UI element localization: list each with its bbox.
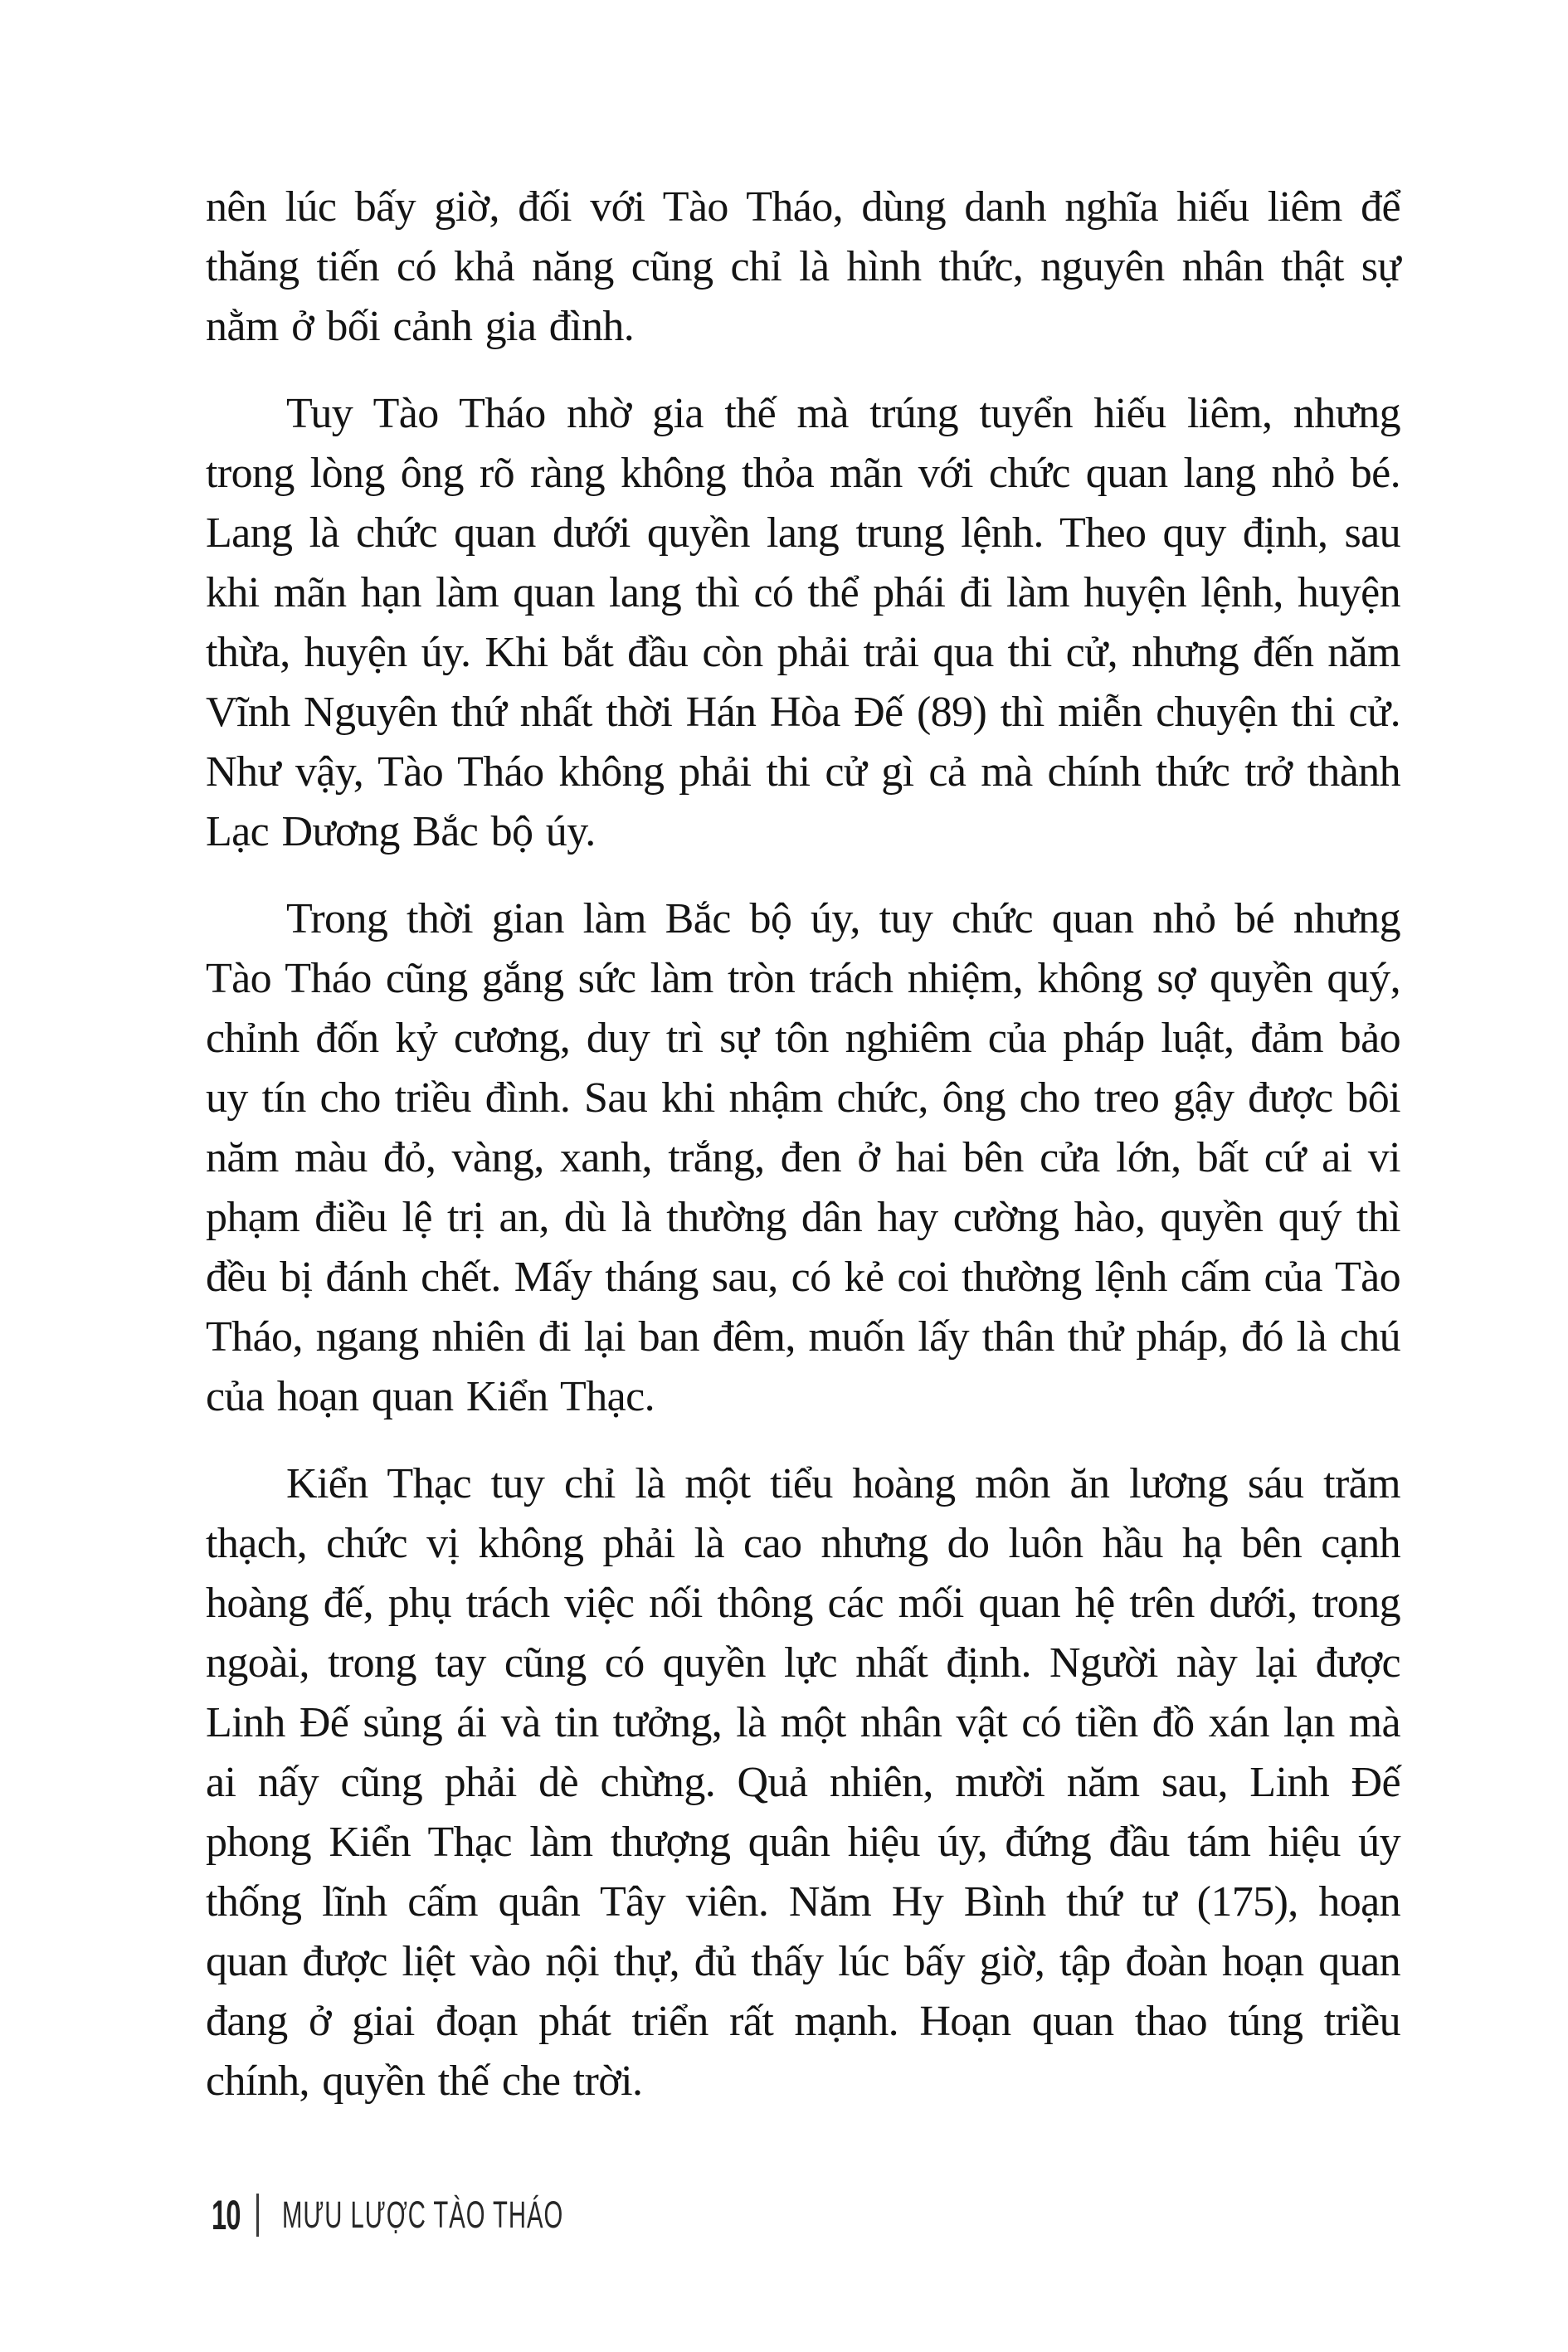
paragraph-4: Kiển Thạc tuy chỉ là một tiểu hoàng môn ăn lương sáu trăm thạch, chức vị không phải là cao nhưng do luôn hầu hạ bên cạnh hoàng đế, phụ trách việc nối thông các mối quan hệ trên dưới, trong ngoài, trong tay cũng có quyền lực nhất định. Người này lại được Linh Đế sủng ái và tin tưởng, là một nhân vật có tiền đồ xán lạn mà ai nấy cũng phải dè chừng. Quả nhiên, mười năm sau, Linh Đế phong Kiển Thạc làm thượng quân hiệu úy, đứng đầu tám hiệu úy thống lĩnh cấm quân Tây viên. Năm Hy Bình thứ tư (175), hoạn quan được liệt vào nội thự, đủ thấy lúc bấy giờ, tập đoàn hoạn quan đang ở giai đoạn phát triển rất mạnh. Hoạn quan thao túng triều chính, quyền thế che trời.: [206, 1460, 1400, 2105]
page-body-text: [206, 178, 1400, 2139]
paragraph-2: Tuy Tào Tháo nhờ gia thế mà trúng tuyển hiếu liêm, nhưng trong lòng ông rõ ràng không thỏa mãn với chức quan lang nhỏ bé. Lang là chức quan dưới quyền lang trung lệnh. Theo quy định, sau khi mãn hạn làm quan lang thì có thể phái đi làm huyện lệnh, huyện thừa, huyện úy. Khi bắt đầu còn phải trải qua thi cử, nhưng đến năm Vĩnh Nguyên thứ nhất thời Hán Hòa Đế (89) thì miễn chuyện thi cử. Như vậy, Tào Tháo không phải thi cử gì cả mà chính thức trở thành Lạc Dương Bắc bộ úy.: [206, 390, 1400, 855]
running-title: MƯU LƯỢC TÀO THÁO: [281, 2194, 563, 2236]
page-footer: [212, 2194, 714, 2237]
footer-divider: [256, 2194, 259, 2237]
paragraph-3: Trong thời gian làm Bắc bộ úy, tuy chức quan nhỏ bé nhưng Tào Tháo cũng gắng sức làm tròn trách nhiệm, không sợ quyền quý, chỉnh đốn kỷ cương, duy trì sự tôn nghiêm của pháp luật, đảm bảo uy tín cho triều đình. Sau khi nhậm chức, ông cho treo gậy được bôi năm màu đỏ, vàng, xanh, trắng, đen ở hai bên cửa lớn, bất cứ ai vi phạm điều lệ trị an, dù là thường dân hay cường hào, quyền quý thì đều bị đánh chết. Mấy tháng sau, có kẻ coi thường lệnh cấm của Tào Tháo, ngang nhiên đi lại ban đêm, muốn lấy thân thử pháp, đó là chú của hoạn quan Kiển Thạc.: [206, 895, 1400, 1420]
paragraph-1: nên lúc bấy giờ, đối với Tào Tháo, dùng danh nghĩa hiếu liêm để thăng tiến có khả năng cũng chỉ là hình thức, nguyên nhân thật sự nằm ở bối cảnh gia đình.: [206, 183, 1400, 350]
page-number: 10: [212, 2192, 241, 2238]
